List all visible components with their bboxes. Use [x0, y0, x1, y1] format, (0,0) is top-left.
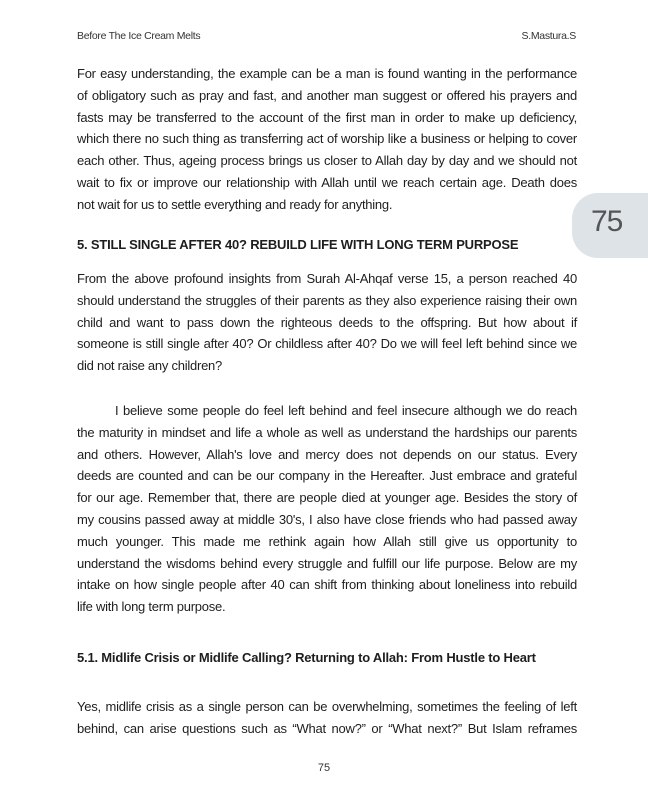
page-number-tab-label: 75: [591, 205, 623, 238]
running-header-author: S.Mastura.S: [521, 30, 576, 42]
text-line: life with long term purpose.: [77, 599, 226, 615]
text-line: for our age. Remember that, there are people died at younger age. Besides the story of: [77, 490, 577, 506]
text-line: my cousins passed away at middle 30's, I also have close friends who had passed away: [77, 511, 577, 527]
text-line: and others. However, Allah's love and mercy does not depends on our status. Every: [77, 446, 577, 462]
footer-page-number: 75: [317, 762, 331, 774]
paragraph-3: [77, 400, 577, 618]
text-line: child and want to pass down the righteous deeds to the offspring. But how about if: [77, 314, 577, 330]
text-line: For easy understanding, the example can be a man is found wanting in the performance: [77, 66, 577, 81]
paragraph-4: [77, 696, 577, 740]
text-line: much younger. This made me rethink again how Allah still give us opportunity to: [77, 533, 577, 549]
text-line: not wait for us to settle everything and ready for anything.: [77, 196, 393, 212]
text-line: the maturity in mindset and life a whole as well as understand the hardships our parents: [77, 424, 577, 440]
running-header-title: Before The Ice Cream Melts: [77, 30, 201, 42]
text-line: which there no such thing as transferring act of worship like a business or helping to cover: [77, 131, 577, 147]
text-line: did not raise any children?: [77, 358, 223, 374]
paragraph-1: [77, 63, 577, 216]
text-line: deeds are counted and can be our company in the Hereafter. Just embrace and grateful: [77, 468, 577, 484]
text-line: should understand the struggles of their parents as they also experience raising their own: [77, 292, 577, 308]
text-line: wait to fix or improve our relationship with Allah until we reach certain age. Death does: [77, 174, 577, 190]
text-line: fasts may be transferred to the account of the first man in order to make up deficiency,: [77, 109, 577, 125]
text-line: each other. Thus, ageing process brings us closer to Allah day by day and we should not: [77, 153, 577, 169]
text-line: intake on how single people after 40 can shift from thinking about loneliness into rebuild: [77, 577, 577, 593]
text-line: From the above profound insights from Surah Al-Ahqaf verse 15, a person reached 40: [77, 271, 577, 286]
text-line: Yes, midlife crisis as a single person can be overwhelming, sometimes the feeling of left: [77, 699, 577, 714]
text-line: someone is still single after 40? Or childless after 40? Do we will feel left behind since we: [77, 336, 577, 352]
page-number-tab: [572, 193, 648, 258]
text-line: behind, can arise questions such as “What now?” or “What next?” But Islam reframes: [77, 720, 577, 736]
text-line: understand the wisdoms behind every struggle and fulfill our life purpose. Below are my: [77, 555, 577, 571]
text-line: of obligatory such as pray and fast, and another man suggest or offered his prayers and: [77, 87, 577, 103]
section-heading-5: 5. STILL SINGLE AFTER 40? REBUILD LIFE WITH LONG TERM PURPOSE: [77, 237, 519, 252]
paragraph-2: [77, 268, 577, 377]
section-heading-5-1: 5.1. Midlife Crisis or Midlife Calling? Returning to Allah: From Hustle to Heart: [77, 650, 536, 665]
text-line: I believe some people do feel left behind and feel insecure although we do reach: [115, 403, 577, 418]
